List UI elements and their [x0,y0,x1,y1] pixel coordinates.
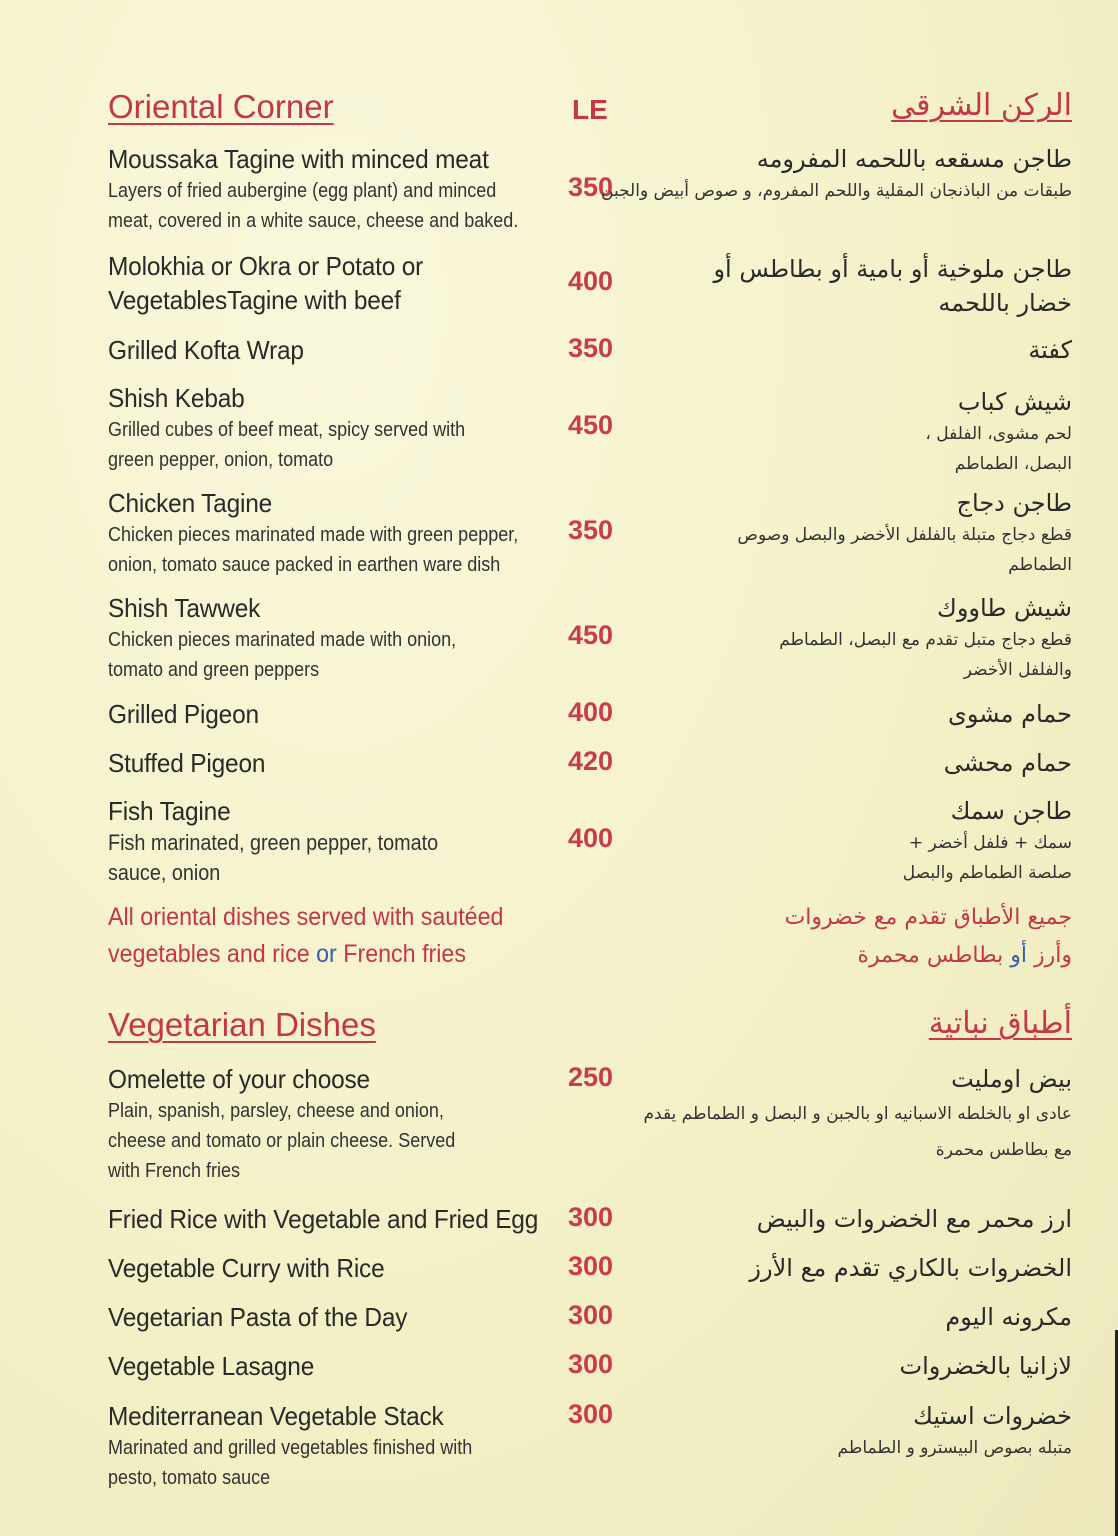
note-ar-or: أو [1010,943,1028,968]
menu-item-ar [872,385,1072,479]
item-price: 300 [568,1300,614,1330]
menu-item-ar [552,333,1072,367]
item-description: Grilled cubes of beef meat, spicy served with green pepper, onion, tomato [108,419,466,471]
item-description: Plain, spanish, parsley, cheese and onion, cheese and tomato or plain cheese. Served with French fries [108,1100,456,1182]
item-name-ar: طاجن ملوخية أو بامية أو بطاطس أو خضار باللحمه [713,255,1072,317]
item-name: Shish Kebab [108,383,245,413]
menu-item-moussaka [108,142,558,236]
item-name: Vegetable Lasagne [108,1351,315,1381]
oriental-corner-title-ar: الركن الشرقى [891,88,1072,123]
note-ar-line1: جميع الأطباق تقدم مع خضروات [784,905,1072,930]
item-name: Molokhia or Okra or Potato or VegetablesTagine with beef [108,251,424,315]
item-description: Chicken pieces marinated made with onion, tomato and green peppers [108,629,457,681]
item-name-ar: حمام محشى [943,749,1072,777]
menu-item-kofta-wrap [108,333,558,367]
menu-item-ar [642,1062,1072,1168]
menu-item-shish-tawwek [108,591,558,685]
item-description-ar: متبله بصوص البيسترو و الطماطم [837,1438,1072,1458]
vegetarian-dishes-title: Vegetarian Dishes [108,1006,376,1043]
item-name-ar: كفتة [1028,336,1072,364]
item-price: 420 [568,746,614,776]
item-name-ar: بيض اومليت [951,1065,1072,1093]
item-name-ar: طاجن سمك [950,797,1072,825]
note-ar-fries: بطاطس محمرة [857,943,1004,968]
item-name-ar: حمام مشوى [948,700,1072,728]
item-description-ar: سمك + فلفل أخضر + صلصة الطماطم والبصل [902,833,1072,883]
item-name: Fish Tagine [108,796,231,826]
item-description: Chicken pieces marinated made with green pepper, onion, tomato sauce packed in earthen ware dish [108,524,519,576]
menu-item-stuffed-pigeon [108,746,558,780]
item-price: 300 [568,1399,614,1429]
item-name: Moussaka Tagine with minced meat [108,144,489,174]
menu-item-chicken-tagine [108,486,558,580]
menu-item-grilled-pigeon [108,697,558,731]
menu-item-omelette [108,1062,558,1186]
menu-item-ar [872,794,1072,888]
item-price: 400 [568,266,614,296]
menu-item-ar [552,1349,1072,1383]
vegetarian-dishes-title-ar: أطباق نباتية [928,1006,1072,1041]
menu-item-ar [662,252,1072,320]
menu-item-ar [552,1202,1072,1236]
menu-item-fried-rice [108,1202,558,1236]
menu-item-ar [732,486,1072,580]
item-name-ar: شيش طاووك [937,594,1072,622]
item-price: 450 [568,410,614,440]
menu-item-shish-kebab [108,381,558,475]
item-description: Layers of fried aubergine (egg plant) and minced meat, covered in a white sauce, cheese and baked. [108,180,519,232]
item-description-ar: قطع دجاج متبل تقدم مع البصل، الطماطم والفلفل الأخضر [779,630,1072,680]
menu-item-vegetarian-pasta [108,1300,558,1334]
menu-item-molokhia [108,249,558,317]
item-name-ar: ارز محمر مع الخضروات والبيض [756,1205,1072,1233]
item-name-ar: لازانيا بالخضروات [899,1352,1072,1380]
item-name: Grilled Kofta Wrap [108,335,304,365]
item-description-ar: طبقات من الباذنجان المقلية واللحم المفروم، و صوص أبيض والجبن [601,181,1072,201]
item-price: 300 [568,1202,614,1232]
menu-item-ar [552,1399,1072,1463]
menu-item-ar [722,591,1072,685]
menu-item-fish-tagine [108,794,558,888]
item-name: Omelette of your choose [108,1064,370,1094]
oriental-served-with-note-ar [762,899,1072,975]
item-price: 400 [568,823,614,853]
item-name: Vegetable Curry with Rice [108,1253,385,1283]
note-text: All oriental dishes served with sautéed vegetables and rice [108,903,504,968]
menu-item-ar [552,142,1072,206]
item-price: 350 [568,172,614,202]
oriental-corner-title: Oriental Corner [108,88,334,125]
item-price: 350 [568,333,614,363]
currency-label: LE [572,94,608,125]
item-name: Mediterranean Vegetable Stack [108,1401,444,1431]
item-name: Shish Tawwek [108,593,261,623]
menu-item-ar [552,697,1072,731]
item-name: Vegetarian Pasta of the Day [108,1302,408,1332]
note-text-end: French fries [343,940,466,968]
item-name-ar: مكرونه اليوم [945,1303,1072,1331]
note-or: or [316,940,337,968]
oriental-served-with-note [108,899,517,973]
item-name-ar: طاجن مسقعه باللحمه المفرومه [756,145,1072,173]
item-name-ar: شيش كباب [957,388,1072,416]
item-name-ar: خضروات استيك [913,1402,1072,1430]
item-description-ar: عادى او بالخلطه الاسبانيه او بالجبن و البصل و الطماطم يقدم مع بطاطس محمرة [643,1104,1072,1160]
item-price: 300 [568,1349,614,1379]
menu-item-vegetable-curry [108,1251,558,1285]
menu-item-mediterranean-stack [108,1399,558,1493]
item-name: Fried Rice with Vegetable and Fried Egg [108,1204,539,1234]
item-description: Fish marinated, green pepper, tomato sauce, onion [108,830,439,885]
item-name: Grilled Pigeon [108,699,259,729]
item-price: 300 [568,1251,614,1281]
item-description-ar: لحم مشوى، الفلفل ، البصل، الطماطم [925,424,1072,474]
item-description: Marinated and grilled vegetables finished with pesto, tomato sauce [108,1437,473,1489]
item-price: 450 [568,620,614,650]
note-ar-rice: وأرز [1034,943,1072,968]
item-name: Chicken Tagine [108,488,273,518]
item-name-ar: الخضروات بالكاري تقدم مع الأرز [749,1254,1072,1282]
menu-item-ar [552,746,1072,780]
menu-item-ar [552,1300,1072,1334]
item-description-ar: قطع دجاج متبلة بالفلفل الأخضر والبصل وصوص الطماطم [737,525,1072,575]
item-name: Stuffed Pigeon [108,748,266,778]
menu-item-vegetable-lasagne [108,1349,558,1383]
menu-item-ar [552,1251,1072,1285]
item-price: 400 [568,697,614,727]
item-price: 350 [568,515,614,545]
item-price: 250 [568,1062,614,1092]
item-name-ar: طاجن دجاج [956,489,1072,517]
